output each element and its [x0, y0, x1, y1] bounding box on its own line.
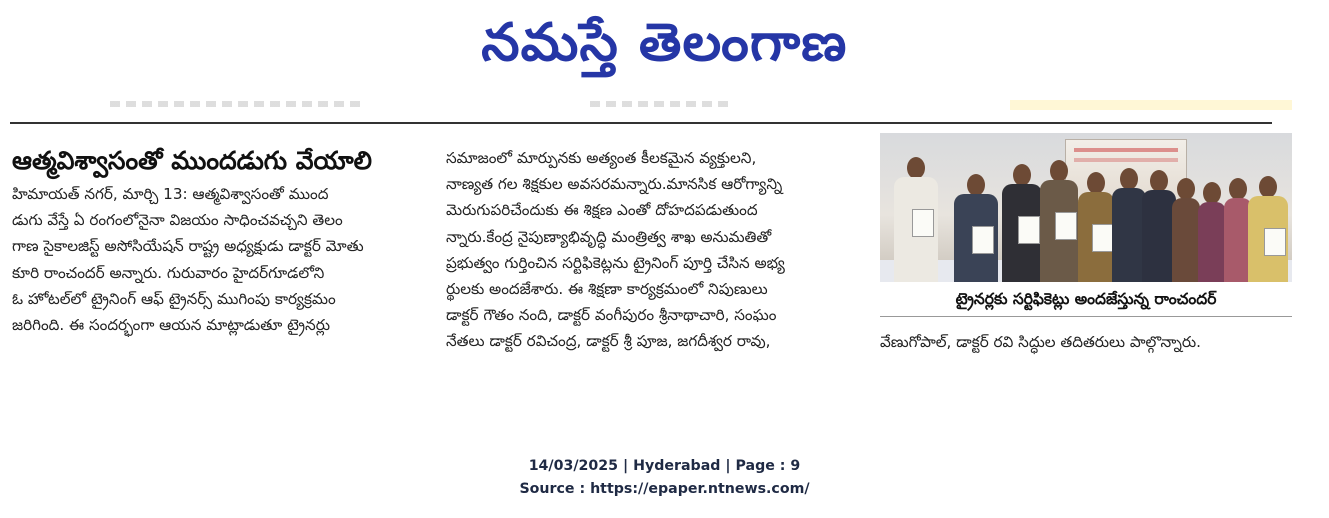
article-column-2: [446, 145, 866, 355]
footer-source: Source : https://epaper.ntnews.com/: [519, 481, 810, 497]
text-line: డాక్టర్ గౌతం నంది, డాక్టర్ వంగీపురం శ్రీనాథాచారి, సంఘం: [446, 306, 777, 325]
text-line: న్నారు.కేంద్ర నైపుణ్యాభివృద్ధి మంత్రిత్వ శాఖ అనుమతితో: [446, 227, 772, 246]
text-line: డుగు వేస్తే ఏ రంగంలోనైనా విజయం సాధించవచ్చని తెలం: [12, 211, 343, 230]
article-headline: ఆత్మవిశ్వాసంతో ముందడుగు వేయాలి: [12, 146, 373, 175]
footer-meta: 14/03/2025 | Hyderabad | Page : 9: [528, 458, 801, 474]
text-line: హిమాయత్ నగర్, మార్చి 13: ఆత్మవిశ్వాసంతో ముంద: [12, 185, 329, 203]
text-line: నాణ్యత గల శిక్షకుల అవసరమన్నారు.మానసిక ఆరోగ్యాన్ని: [446, 175, 783, 194]
faint-bleed-strip-left: [110, 101, 360, 107]
photo-caption: ట్రైనర్లకు సర్టిఫికెట్లు అందజేస్తున్న రాంచందర్: [955, 290, 1217, 308]
person-figure: [1248, 176, 1288, 282]
highlight-strip: [1010, 100, 1292, 110]
masthead-title: నమస్తే తెలంగాణ: [481, 13, 848, 73]
person-figure: [1002, 164, 1042, 282]
person-figure: [1040, 160, 1078, 282]
person-figure: [1198, 182, 1226, 282]
text-line: ఓ హోటల్‌లో ట్రైనింగ్ ఆఫ్ ట్రైనర్స్ ముగింపు కార్యక్రమం: [12, 289, 336, 308]
text-line: ప్రభుత్వం గుర్తించిన సర్టిఫికెట్లను ట్రైనింగ్ పూర్తి చేసిన అభ్య: [446, 253, 785, 272]
person-figure: [1078, 172, 1114, 282]
person-figure: [954, 174, 998, 282]
text-line: కూరి రాంచందర్ అన్నారు. గురువారం హైదర్‌గూడలోని: [12, 263, 325, 282]
masthead: [0, 4, 1329, 84]
text-line: మెరుగుపరిచేందుకు ఈ శిక్షణ ఎంతో దోహదపడుతుంద: [446, 201, 758, 220]
article-photo: [880, 133, 1292, 282]
text-line: జరిగింది. ఈ సందర్భంగా ఆయన మాట్లాడుతూ ట్రైనర్లు: [12, 316, 330, 335]
faint-bleed-strip-mid: [590, 101, 730, 107]
text-line: సమాజంలో మార్పునకు అత్యంత కీలకమైన వ్యక్తులని,: [446, 149, 757, 167]
text-line: వేణుగోపాల్, డాక్టర్ రవి సిద్ధుల తదితరులు పాల్గొన్నారు.: [880, 333, 1201, 351]
text-line: ర్థులకు అందజేశారు. ఈ శిక్షణా కార్యక్రమంలో నిపుణులు: [446, 280, 768, 299]
person-figure: [1112, 168, 1146, 282]
article-column-1: [12, 181, 432, 338]
text-line: గాణ సైకాలజిస్ట్ అసోసియేషన్ రాష్ట్ర అధ్యక్షుడు డాక్టర్ మోతు: [12, 237, 364, 256]
person-figure: [894, 157, 938, 282]
person-figure: [1142, 170, 1176, 282]
section-rule: [10, 122, 1272, 124]
article-column-3: [880, 329, 1292, 355]
caption-rule: [880, 316, 1292, 317]
text-line: నేతలు డాక్టర్ రవిచంద్ర, డాక్టర్ శ్రీ పూజ, జగదీశ్వర రావు,: [446, 332, 771, 351]
person-figure: [1172, 178, 1200, 282]
